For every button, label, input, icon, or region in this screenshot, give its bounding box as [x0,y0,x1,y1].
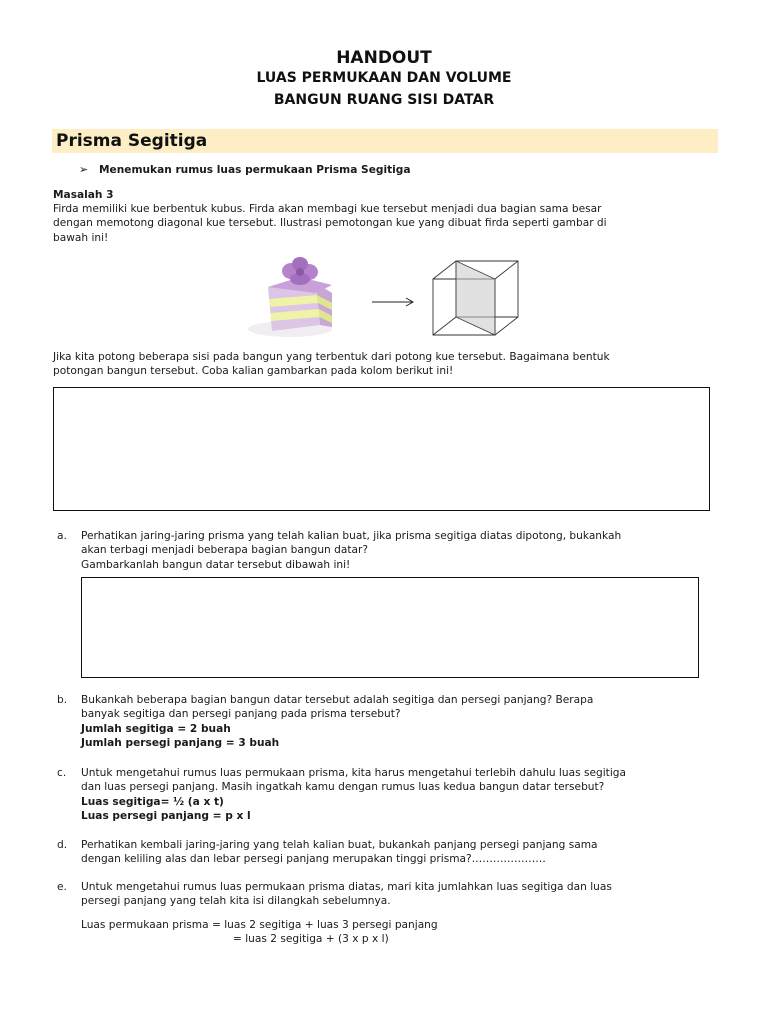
item-line: dengan keliling alas dan lebar persegi panjang merupakan tinggi prisma?………………… [81,853,546,866]
answer-rectangle-count: Jumlah persegi panjang = 3 buah [81,737,280,750]
item-line: banyak segitiga dan persegi panjang pada prisma tersebut? [81,708,401,721]
item-a-label: a. [57,530,67,542]
drawing-box-1[interactable] [53,387,710,511]
answer-rectangle-area: Luas persegi panjang = p x l [81,810,251,823]
question-line: potongan bangun tersebut. Coba kalian gambarkan pada kolom berikut ini! [53,365,454,378]
problem-line: bawah ini! [53,231,109,244]
item-e-label: e. [57,881,67,893]
section-title: Prisma Segitiga [56,131,208,151]
formula-line-2: = luas 2 segitiga + (3 x p x l) [233,933,389,945]
answer-triangle-area: Luas segitiga= ½ (a x t) [81,795,224,808]
answer-triangle-count: Jumlah segitiga = 2 buah [81,722,231,735]
handout-subtitle-1: LUAS PERMUKAAN DAN VOLUME [256,70,512,86]
drawing-box-2[interactable] [81,577,699,678]
arrow-bullet-icon: ➢ [79,163,89,176]
cake-icon [248,257,332,337]
question-text [53,350,715,379]
item-c-text [81,766,715,824]
item-e-text [81,880,715,909]
formula-line-1: Luas permukaan prisma = luas 2 segitiga + luas 3 persegi panjang [81,919,438,931]
item-a-text [81,529,715,572]
item-line: akan terbagi menjadi beberapa bagian bangun datar? [81,544,368,557]
problem-text [53,202,715,245]
handout-title: HANDOUT [336,48,432,68]
item-d-text [81,838,715,867]
item-line: Untuk mengetahui rumus luas permukaan prisma, kita harus mengetahui terlebih dahulu luas segitiga [81,767,626,779]
item-d-label: d. [57,839,68,851]
handout-subtitle-2: BANGUN RUANG SISI DATAR [273,92,495,108]
item-line: Untuk mengetahui rumus luas permukaan prisma diatas, mari kita jumlahkan luas segitiga dan luas [81,881,612,893]
subheading: Menemukan rumus luas permukaan Prisma Segitiga [99,164,411,176]
question-line: Jika kita potong beberapa sisi pada bangun yang terbentuk dari potong kue tersebut. Bagaimana bentuk [53,351,610,363]
item-line: Perhatikan jaring-jaring prisma yang telah kalian buat, jika prisma segitiga diatas dipotong, bukankah [81,530,622,542]
item-line: Gambarkanlah bangun datar tersebut dibawah ini! [81,558,351,571]
item-line: Perhatikan kembali jaring-jaring yang telah kalian buat, bukankah panjang persegi panjang sama [81,839,598,851]
item-b-text [81,693,715,751]
cake-cube-illustration [246,255,526,343]
problem-label: Masalah 3 [53,189,114,201]
item-line: Bukankah beberapa bagian bangun datar tersebut adalah segitiga dan persegi panjang? Berapa [81,694,594,706]
item-c-label: c. [57,767,67,779]
problem-line: Firda memiliki kue berbentuk kubus. Firda akan membagi kue tersebut menjadi dua bagian sama besar [53,203,602,215]
arrow-right-icon [372,298,413,306]
item-line: dan luas persegi panjang. Masih ingatkah kamu dengan rumus luas kedua bangun datar tersebut? [81,781,605,794]
problem-line: dengan memotong diagonal kue tersebut. Ilustrasi pemotongan kue yang dibuat firda seperti gambar di [53,217,607,230]
item-b-label: b. [57,694,68,706]
item-line: persegi panjang yang telah kita isi dilangkah sebelumnya. [81,895,391,908]
cube-diagram [433,261,518,335]
